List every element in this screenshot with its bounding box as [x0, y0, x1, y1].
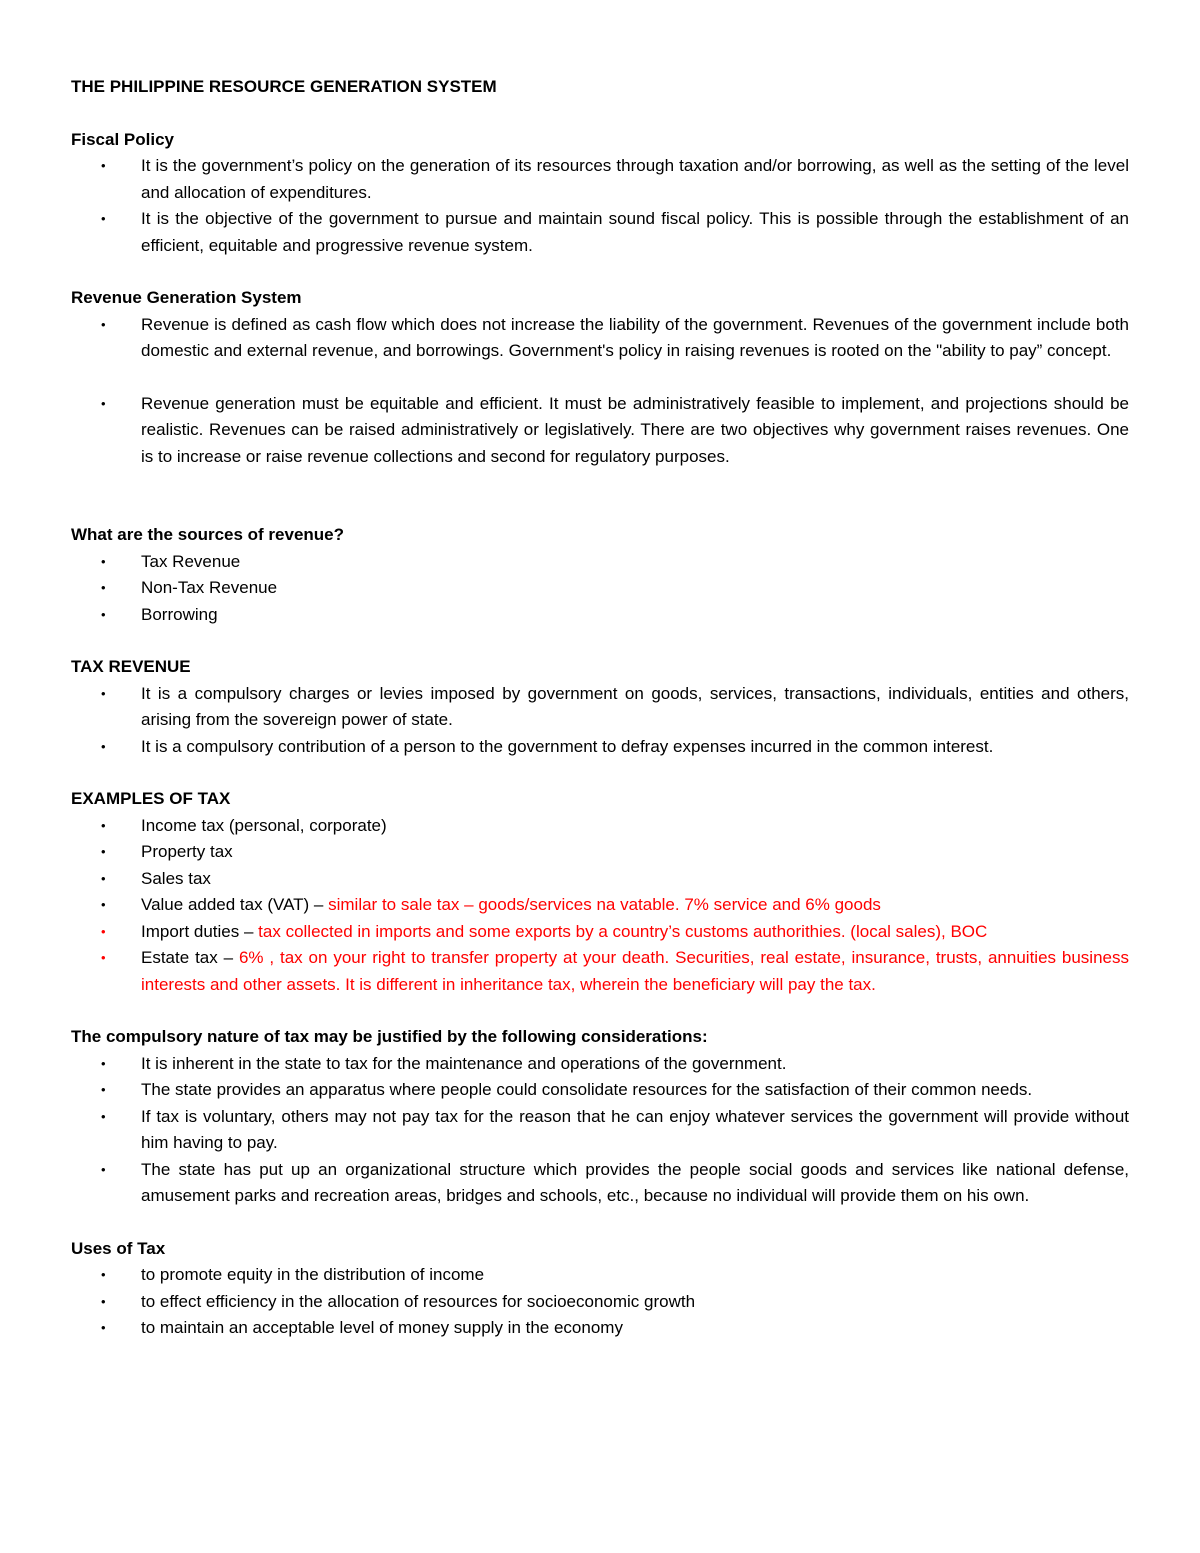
section-heading: TAX REVENUE — [71, 657, 191, 676]
section-tax-revenue — [71, 654, 1129, 760]
bullet-icon: • — [101, 211, 106, 226]
list-item-text: The state has put up an organizational structure which provides the people social goods and services like national defense, amusement parks and recreation areas, bridges and schools, etc., because no individual will provide them on his own. — [141, 1159, 1129, 1205]
bullet-icon: • — [101, 1055, 106, 1071]
list-item — [71, 549, 1129, 576]
list-item — [71, 919, 1129, 946]
bullet-icon: • — [101, 870, 106, 886]
bullet-icon: • — [101, 844, 106, 859]
list-item-text: It is the government’s policy on the generation of its resources through taxation and/or borrowing, as well as the setting of the level and allocation of expenditures. — [141, 156, 1129, 202]
bullet-icon: • — [101, 923, 106, 939]
bullet-icon: • — [101, 1161, 106, 1177]
section-revenue-sources — [71, 522, 1129, 628]
bullet-icon: • — [101, 606, 106, 622]
list-item — [71, 1157, 1129, 1210]
list-item-text: Estate tax – — [141, 948, 239, 967]
list-item-text: Tax Revenue — [141, 551, 241, 571]
bullet-icon: • — [101, 738, 106, 754]
list-item — [71, 1289, 1129, 1316]
section-compulsory-nature — [71, 1024, 1129, 1210]
bullet-icon: • — [101, 817, 106, 833]
list-item-text: to effect efficiency in the allocation of resources for socioeconomic growth — [141, 1291, 696, 1311]
section-heading: Fiscal Policy — [71, 129, 174, 149]
list-item — [71, 602, 1129, 629]
bullet-list — [71, 1051, 1129, 1210]
list-item-text: The state provides an apparatus where people could consolidate resources for the satisfaction of their common needs. — [141, 1080, 1033, 1099]
bullet-icon: • — [101, 1320, 106, 1335]
list-item-note: similar to sale tax – goods/services na vatable. 7% service and 6% goods — [328, 895, 881, 914]
section-revenue-generation — [71, 285, 1129, 470]
bullet-icon: • — [101, 1293, 106, 1309]
list-item-note: tax collected in imports and some exports by a country’s customs authorithies. (local sales), BOC — [258, 921, 988, 941]
list-item — [71, 1262, 1129, 1289]
list-item — [71, 206, 1129, 259]
bullet-list — [71, 1262, 1129, 1342]
list-item-text: It is inherent in the state to tax for the maintenance and operations of the government. — [141, 1053, 787, 1073]
list-item-note: 6% , tax on your right to transfer property at your death. Securities, real estate, insurance, trusts, annuities business interests and other assets. It is different in inheritance tax, wherein the beneficiary will pay the tax. — [141, 948, 1129, 994]
list-item-text: Income tax (personal, corporate) — [141, 815, 387, 835]
list-item — [71, 892, 1129, 919]
list-item — [71, 945, 1129, 998]
list-item — [71, 734, 1129, 761]
bullet-icon: • — [101, 897, 106, 912]
page-title: THE PHILIPPINE RESOURCE GENERATION SYSTEM — [71, 77, 497, 96]
document-body — [71, 74, 1129, 1368]
list-item-text: Revenue is defined as cash flow which does not increase the liability of the government. Revenues of the government include both domestic and external revenue, and borrowings. Government's policy in raising revenues is rooted on the "ability to pay” concept. — [141, 314, 1129, 360]
bullet-icon: • — [101, 1108, 106, 1124]
section-fiscal-policy — [71, 127, 1129, 260]
bullet-icon: • — [101, 158, 106, 173]
bullet-icon: • — [101, 685, 106, 701]
bullet-icon: • — [101, 1267, 106, 1282]
list-item — [71, 839, 1129, 866]
list-item-text: Revenue generation must be equitable and efficient. It must be administratively feasible to implement, and projections should be realistic. Revenues can be raised administratively or legislatively. There are two objectives why government raises revenues. One is to increase or raise revenue collections and second for regulatory purposes. — [141, 393, 1129, 466]
bullet-icon: • — [101, 395, 106, 411]
list-item — [71, 312, 1129, 365]
section-heading: EXAMPLES OF TAX — [71, 789, 231, 808]
list-item — [71, 681, 1129, 734]
list-item-text: Non-Tax Revenue — [141, 578, 278, 597]
list-item — [71, 391, 1129, 471]
bullet-list — [71, 312, 1129, 471]
list-item-text: Value added tax (VAT) – — [141, 895, 329, 914]
list-item-text: Borrowing — [141, 604, 218, 624]
list-item-text: Sales tax — [141, 868, 211, 888]
section-heading: Revenue Generation System — [71, 288, 302, 307]
list-item-text: Property tax — [141, 842, 233, 861]
list-item — [71, 153, 1129, 206]
list-item-text: to maintain an acceptable level of money supply in the economy — [141, 1318, 623, 1337]
bullet-icon: • — [101, 553, 106, 569]
list-item — [71, 1104, 1129, 1157]
section-examples-of-tax — [71, 786, 1129, 998]
list-item — [71, 866, 1129, 893]
list-item — [71, 1315, 1129, 1342]
section-heading: Uses of Tax — [71, 1238, 166, 1258]
bullet-icon: • — [101, 316, 106, 332]
list-item — [71, 575, 1129, 602]
bullet-list — [71, 681, 1129, 761]
bullet-list — [71, 813, 1129, 999]
bullet-list — [71, 153, 1129, 259]
list-item-text: It is a compulsory charges or levies imposed by government on goods, services, transactions, individuals, entities and others, arising from the sovereign power of state. — [141, 683, 1129, 729]
bullet-list — [71, 549, 1129, 629]
list-item — [71, 1051, 1129, 1078]
list-item-text: It is a compulsory contribution of a person to the government to defray expenses incurred in the common interest. — [141, 736, 994, 756]
list-item-text: It is the objective of the government to pursue and maintain sound fiscal policy. This is possible through the establishment of an efficient, equitable and progressive revenue system. — [141, 209, 1129, 255]
list-item — [71, 1077, 1129, 1104]
list-item-text: If tax is voluntary, others may not pay tax for the reason that he can enjoy whatever services the government will provide without him having to pay. — [141, 1106, 1129, 1152]
list-item-text: to promote equity in the distribution of income — [141, 1265, 485, 1284]
section-heading: What are the sources of revenue? — [71, 525, 345, 544]
bullet-icon: • — [101, 1082, 106, 1097]
bullet-icon: • — [101, 950, 106, 965]
section-uses-of-tax — [71, 1236, 1129, 1342]
list-item-text: Import duties – — [141, 921, 259, 941]
list-item — [71, 813, 1129, 840]
bullet-icon: • — [101, 580, 106, 595]
section-heading: The compulsory nature of tax may be justified by the following considerations: — [71, 1027, 708, 1046]
